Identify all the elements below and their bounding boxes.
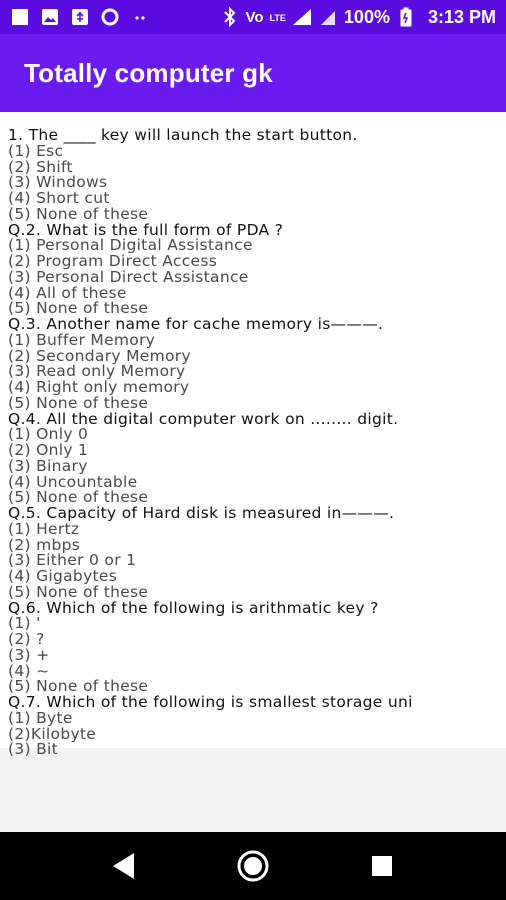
app-title: Totally computer gk xyxy=(24,57,273,88)
option-text: (3) Read only Memory xyxy=(8,362,186,381)
option-text: (5) None of these xyxy=(8,204,149,223)
question-text: Q.5. Capacity of Hard disk is measured in———. xyxy=(8,504,395,522)
option-text: (1) Only 0 xyxy=(8,425,89,444)
option-text: (5) None of these xyxy=(8,393,149,412)
option-text: (1) Byte xyxy=(8,708,73,727)
navigation-bar xyxy=(0,832,506,900)
option-text: (2)Kilobyte xyxy=(8,724,97,743)
status-bar xyxy=(0,0,506,34)
option-text: (3) Bit xyxy=(8,740,59,759)
image-notification-icon xyxy=(40,7,60,27)
option-text: (5) None of these xyxy=(8,488,149,507)
home-icon xyxy=(236,849,270,883)
status-time: 3:13 PM xyxy=(427,6,496,27)
signal-icon-secondary xyxy=(318,7,338,27)
question-text: Q.7. Which of the following is smallest storage uni xyxy=(8,693,413,711)
option-text: (1) Hertz xyxy=(8,519,80,538)
option-text: (1) Esc xyxy=(8,141,64,160)
square-notification-icon xyxy=(10,7,30,27)
recents-button[interactable] xyxy=(362,846,402,886)
volte-icon: Vo xyxy=(245,8,264,26)
option-text: (3) Either 0 or 1 xyxy=(8,551,137,570)
option-text: (4) Short cut xyxy=(8,189,110,207)
question-text: Q.3. Another name for cache memory is———. xyxy=(8,315,384,333)
option-text: (2) Secondary Memory xyxy=(8,346,191,365)
option-text: (2) mbps xyxy=(8,535,81,554)
option-text: (3) Personal Direct Assistance xyxy=(8,267,249,286)
question-text: Q.4. All the digital computer work on ........ digit. xyxy=(8,409,399,428)
battery-icon xyxy=(396,7,416,27)
signal-label: LTE xyxy=(269,12,286,23)
question-text: 1. The ____ key will launch the start button. xyxy=(8,126,358,144)
gk-content[interactable] xyxy=(0,112,506,759)
usb-icon xyxy=(70,7,90,27)
system-status xyxy=(220,7,496,28)
option-text: (1) Buffer Memory xyxy=(8,330,156,349)
question-list xyxy=(8,128,506,758)
signal-icon xyxy=(292,7,312,27)
recents-icon xyxy=(370,854,394,878)
option-text: (5) None of these xyxy=(8,677,149,696)
option-text: (2) Only 1 xyxy=(8,441,89,459)
option-text: (5) None of these xyxy=(8,299,149,318)
home-button[interactable] xyxy=(233,846,273,886)
battery-percent: 100% xyxy=(343,6,390,27)
back-icon xyxy=(110,851,138,881)
option-text: (4) ~ xyxy=(8,661,50,680)
option-text: (4) Uncountable xyxy=(8,472,138,491)
option-text: (3) Binary xyxy=(8,456,88,475)
option-text: (4) All of these xyxy=(8,283,127,302)
option-text: (3) + xyxy=(8,645,50,664)
option-text: (3) Windows xyxy=(8,173,108,192)
notification-icons xyxy=(10,7,150,27)
bluetooth-icon xyxy=(220,7,240,27)
more-dots-icon xyxy=(130,7,150,27)
option-text: (4) Right only memory xyxy=(8,378,190,396)
question-text: Q.6. Which of the following is arithmatic key ? xyxy=(8,598,379,617)
option-text: (2) Program Direct Access xyxy=(8,252,218,270)
back-button[interactable] xyxy=(104,846,144,886)
option-text: (4) Gigabytes xyxy=(8,567,118,585)
app-bar xyxy=(0,34,506,112)
option-text: (1) ' xyxy=(8,614,41,633)
option-text: (2) ? xyxy=(8,630,45,648)
option-text: (2) Shift xyxy=(8,157,73,176)
option-text: (5) None of these xyxy=(8,582,149,601)
circle-notification-icon xyxy=(100,7,120,27)
question-text: Q.2. What is the full form of PDA ? xyxy=(8,220,284,239)
option-text: (1) Personal Digital Assistance xyxy=(8,236,253,255)
